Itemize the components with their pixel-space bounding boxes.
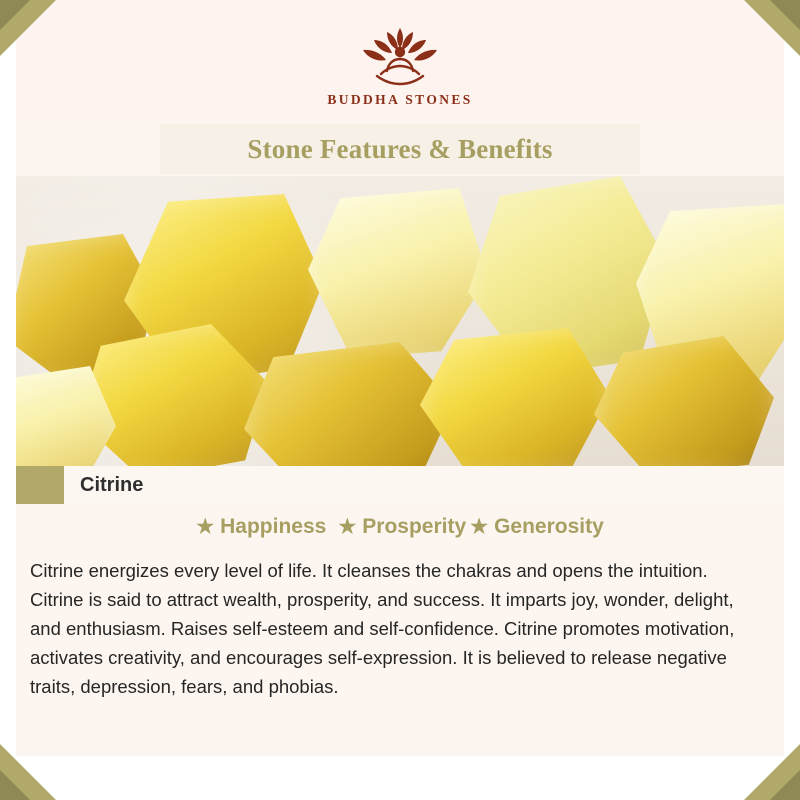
star-icon: ★ bbox=[338, 516, 357, 538]
keyword-label: Happiness bbox=[220, 515, 327, 538]
brand-name: BUDDHA STONES bbox=[327, 92, 473, 107]
keyword-label: Generosity bbox=[494, 515, 604, 538]
left-margin-rail bbox=[0, 0, 16, 800]
keyword-happiness bbox=[196, 515, 326, 539]
corner-decoration-bottom-right-inner bbox=[770, 770, 800, 800]
keyword-prosperity bbox=[338, 515, 466, 539]
star-icon: ★ bbox=[470, 516, 489, 538]
lotus-meditation-icon bbox=[325, 18, 475, 90]
corner-decoration-bottom-left-inner bbox=[0, 770, 30, 800]
header-band bbox=[0, 0, 800, 120]
stone-name: Citrine bbox=[80, 474, 144, 496]
page-title: Stone Features & Benefits bbox=[247, 134, 553, 164]
star-icon: ★ bbox=[196, 516, 215, 538]
stone-description: Citrine energizes every level of life. It cleanses the chakras and opens the intuition. Citrine is said to attract wealth, prosperity, and success. It imparts joy, wonder, delight, and enthusiasm. Raises self-esteem and self-confidence. Citrine promotes motivation, activates creativity, and encourages self-expression. It is believed to release negative traits, depression, fears, and phobias. bbox=[30, 560, 735, 697]
keyword-generosity bbox=[470, 515, 604, 539]
stone-name-accent bbox=[16, 466, 64, 504]
keyword-label: Prosperity bbox=[362, 515, 467, 538]
brand-logo bbox=[0, 18, 800, 108]
corner-decoration-top-right-inner bbox=[770, 0, 800, 30]
section-title-band bbox=[160, 124, 640, 174]
corner-decoration-top-left-inner bbox=[0, 0, 30, 30]
bottom-margin-strip bbox=[0, 756, 800, 800]
right-margin-rail bbox=[784, 0, 800, 800]
citrine-photo bbox=[16, 176, 784, 466]
keyword-row bbox=[16, 508, 784, 546]
